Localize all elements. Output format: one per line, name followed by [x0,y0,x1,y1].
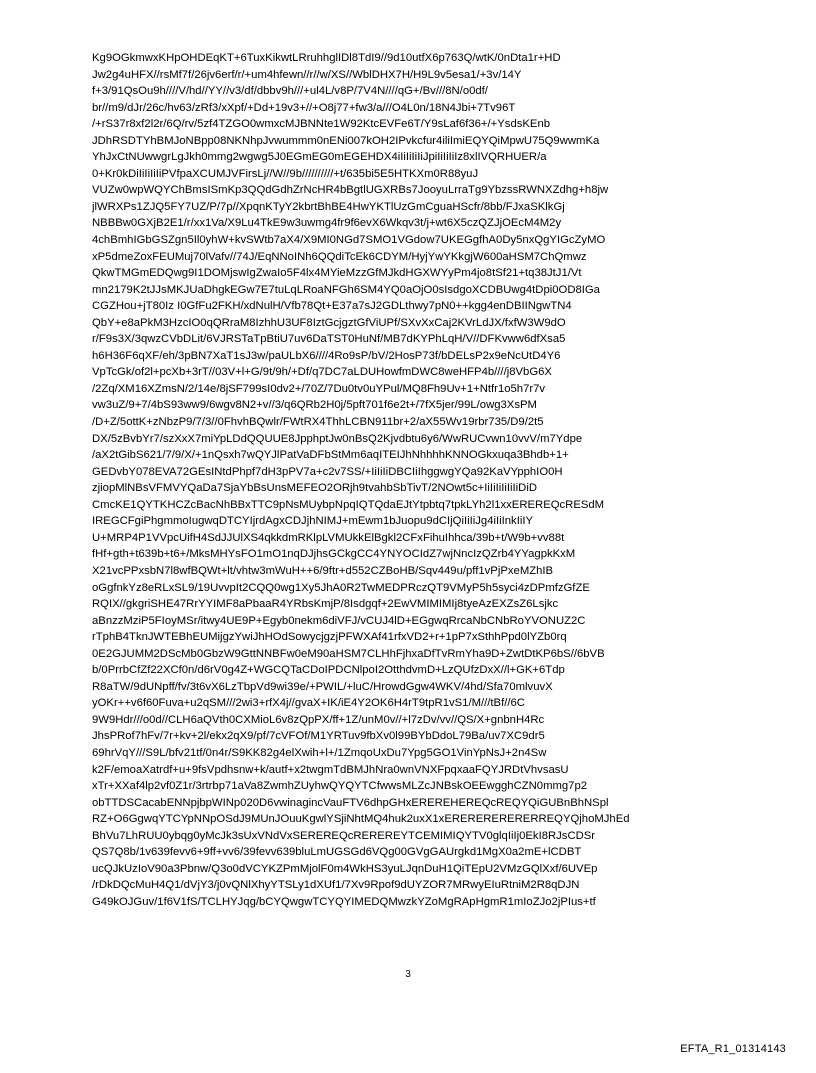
text-line: fHf+gth+t639b+t6+/MksMHYsFO1mO1nqDJjhsGCkgCC4YNYOCIdZ7wjNncIzQZrb4YYagpkKxM [92,548,576,561]
text-line: VpTcGk/of2l+pcXb+3rT//03V+l+G/9t/9h/+Df/q7DC7aLDUHowfmDWC8weHFP4b////j8VbG6X [92,366,552,379]
text-line: xP5dmeZoxFEUMuj70lVafv//74J/EqNNoINh6QQdiTcEk6CDYM/HyjYwYKkgjW600aHSM7ChQmwz [92,250,587,263]
text-line: 9W9Hdr///o0d//CLH6aQVth0CXMioL6v8zQpPX/ff+1Z/unM0v//+l7zDv/vv//QS/X+gnbnH4Rc [92,713,545,726]
text-line: GEDvbY078EVA72GEsINtdPhpf7dH3pPV7a+c2v7SS/+IiIiIiDBCIiIhggwgYQa92KaVYpphIO0H [92,465,563,478]
text-line: 4chBmhIGbGSZgn5Il0yhW+kvSWtb7aX4/X9MI0NGd7SMO1VGdow7UKEGgfhA0Dy5nxQgYIGcZyMO [92,234,606,247]
text-line: aBnzzMziP5FIoyMSr/itwy4UE9P+Egyb0nekm6diVFJ/vCUJ4lD+EGgwqRrcaNbCNbRoYVONUZ2C [92,614,586,627]
text-line: 0E2GJUMM2DScMb0GbzW9GttNNBFw0eM90aHSM7CLHhFjhxaDfTvRmYha9D+ZwtDtKP6bS//6bVB [92,647,605,660]
text-line: QbY+e8aPkM3HzcIO0qQRraM8IzhhU3UF8IztGcjgztGfViUPf/SXvXxCaj2KVrLdJX/fxfW3W9dO [92,316,566,329]
text-line: obTTDSCacabENNpjbpWINp020D6vwinagincVauFTV6dhpGHxEREREHEREQcREQYQiGUBnBhNSpl [92,796,609,809]
text-line: G49kOJGuv/1f6V1fS/TCLHYJqg/bCYQwgwTCYQYIMEDQMwzkYZoMgRApHgmR1mIoZJo2jPIus+tf [92,895,596,908]
text-line: Jw2g4uHFX//rsMf7f/26jv6erf/r/+um4hfewn//r//w/XS//WblDHX7H/H9L9v5esa1/+3v/14Y [92,68,522,81]
text-line: yOKr++v6f60Fuva+u2qSM///2wi3+rfX4j//gvaX+IK/iE4Y2OK6H4rT9tpR1vS1/M///tBf//6C [92,697,525,710]
text-line: Kg9OGkmwxKHpOHDEqKT+6TuxKikwtLRruhhglIDl8TdI9//9d10utfX6p763Q/wtK/0nDta1r+HD [92,52,561,64]
text-line: zjiopMlNBsVFMVYQaDa7SjaYbBsUnsMEFEO2ORjh9tvahbSbTivT/2NOwt5c+IiIiIiIiIiIiDiD [92,482,537,495]
text-line: oGgfnkYz8eRLxSL9/19UvvpIt2CQQ0wg1Xy5JhA0R2TwMEDPRczQT9VMyP5h5syci4zDPmfzGfZE [92,581,590,594]
text-line: CmcKE1QYTKHCZcBacNhBBxTTC9pNsMUybpNpqIQTQdaEJtYtpbtq7tpkLYh2l1xxEREREQcRESdM [92,498,605,511]
text-line: NBBBw0GXjB2E1/r/xx1Va/X9Lu4TkE9w3uwmg4fr9f6evX6Wkqv3t/j+wt6X5czQZJjOEcM4M2y [92,217,562,230]
document-id: EFTA_R1_01314143 [680,1043,786,1055]
text-line: YhJxCtNUwwgrLgJkh0mmg2wgwg5J0EGmEG0mEGEHDX4iIiIiIiIiJpiIiIiIiIz8xlIVQRHUER/a [92,151,547,164]
text-line: /D+Z/5ottK+zNbzP9/7/3//0FhvhBQwlr/FWtRX4ThhLCBN911br+2/aX55Wv19rbr735/D9/2t5 [92,416,544,429]
text-line: U+MRP4P1VVpcUifH4SdJJUlXS4qkkdmRKlpLVMUkkElBgkl2CFxFihuIhhca/39b+t/W9b+vv88t [92,531,565,544]
text-line: ucQJkUzIoV90a3Pbnw/Q3o0dVCYKZPmMjolF0m4WkHS3yuLJqnDuH1QiTEpU2VMzGQlXxf/6UVEp [92,862,598,875]
text-line: vw3uZ/9+7/4bS93ww9/6wgv8N2+v//3/q6QRb2H0j/5pft701f6e2t+/7fX5jer/99L/owg3XsPM [92,399,537,412]
text-line: RQIX//gkgriSHE47RrYYIMF8aPbaaR4YRbsKmjP/8Isdgqf+2EwVMIMIMIj8tyeAzEXZsZ6Lsjkc [92,598,559,611]
text-line: /aX2tGibS621/7/9/X/+1nQsxh7wQYJlPatVaDFbStMm6aqITEIJhNhhhhKNNOGkxuqa3Bhdb+1+ [92,449,569,462]
text-line: QS7Q8b/1v639fevv6+9ff+vv6/39fevv639bluLmUGSGd6VQg00GVgGAUrgkd1MgX0a2mE+lCDBT [92,846,582,859]
text-line: VUZw0wpWQYChBmsISmKp3QQdGdhZrNcHR4bBgtlUGXRBs7JooyuLrraTg9YbzssRWNXZdhg+h8jw [92,184,609,197]
text-line: rTphB4TknJWTEBhEUMijgzYwiJhHOdSowycjgzjPFWXAf41rfxVD2+r+1pP7xSthhPpd0lYZb0rq [92,631,567,644]
encoded-text-block [92,50,752,910]
text-line: RZ+O6GgwqYTCYpNNpOSdJ9MUnJOuuKgwlYSjiNhtMQ4huk2uxX1xERERERERERERREQYQjhoMJhEd [92,813,630,826]
text-line: JDhRSDTYhBMJoNBpp08NKNhpJvwummm0nENi007kOH2IPvkcfur4iliImiEQYQiMpwU75Q9wwmKa [92,134,600,147]
text-line: X21vcPPxsbN7l8wfBQWt+lt/vhtw3mWuH++6/9ftr+d552CZBoHB/Sqv449u/pff1vPjPxeMZhIB [92,564,554,577]
text-line: k2F/emoaXatrdf+u+9fsVpdhsnw+k/autf+x2twgmTdBMJhNra0wnVNXFpqxaaFQYJRDtVhvsasU [92,763,569,776]
text-line: IREGCFgiPhgmmoIugwqDTCYIjrdAgxCDJjhNIMJ+mEwm1bJuopu9dCIjQiIiIiJg4iIiInkIiIY [92,515,534,528]
text-line: BhVu7LhRUU0ybqg0yMcJk3sUxVNdVxSEREREQcREREREYTCEMIMIQYTV0glqIiIj0EkI8RJsCDSr [92,829,596,842]
text-line: CGZHou+jT80Iz I0GfFu2FKH/xdNulH/Vfb78Qt+E37a7sJ2GDLthwy7pN0++kgg4enDBIINgwTN4 [92,300,572,313]
text-line: 69hrVqY///S9L/bfv21tf/0n4r/S9KK82g4elXwih+l+/1ZmqoUxDu7Ypg5GO1VinYpNsJ+2n4Sw [92,746,547,759]
text-line: /2Zq/XM16XZmsN/2/14e/8jSF799sI0dv2+/70Z/7Du0tv0uYPul/MQ8Fh9Uv+1+Ntfr1o5h7r7v [92,382,546,395]
text-line: /+rS37r8xf2l2r/6Q/rv/5zf4TZGO0wmxcMJBNNte1W92KtcEVFe6T/Y9sLaf6f36+/+YsdsKEnb [92,118,551,131]
text-line: jlWRXPs1ZJQ5FY7UZ/P/7p//XpqnKTyY2kbrtBhBE4HwYKTlUzGmCguaHScfr/8bb/FJxaSKlkGj [92,200,565,213]
text-line: DX/5zBvbYr7/szXxX7miYpLDdQQUUE8JpphptJw0nBsQ2Kjvdbtu6y6/WwRUCvwn10vvV/m7Ydpe [92,432,583,445]
page-number: 3 [405,969,411,980]
text-line: R8aTW/9dUNpff/fv/3t6vX6LzTbpVd9wi39e/+PWIL/+luC/HrowdGgw4WKV/4hd/Sfa70mlvuvX [92,680,553,693]
text-line: br//m9/dJr/26c/hv63/zRf3/xXpf/+Dd+19v3+//+O8j77+fw3/a///O4L0n/18N4Jbi+7Tv96T [92,101,516,114]
text-line: r/F9s3X/3qwzCVbDLit/6VJRSTaTpBtiU7uv6DaTST0HuNf/MB7dKYPhLqH/V//DFKvww6dfXsa5 [92,333,566,346]
text-line: QkwTMGmEDQwg9I1DOMjswIgZwaIo5F4lx4MYieMzzGfMJkdHGXWYyPm4jo8tSf21+tq38JtJ1/Vt [92,267,582,280]
text-line: 0+Kr0kDiIiIiIiIiPVfpaXCUMJVFirsLj//W//9b//////////+t/635bi5E5HTKXm0R88yuJ [92,167,479,180]
text-line: xTr+XXaf4lp2vf0Z1r/3rtrbp71aVa8ZwmhZUyhwQYQYTCfwwsMLZcJNBskOEEwgghCZN0mmg7p2 [92,780,588,793]
text-line: f+3/91QsOu9h////V/hd//YY//v3/df/dbbv9h///+ul4L/v8P/7V4N////qG+/Bv///8N/o0df/ [92,85,488,98]
text-line: JhsPRof7hFv/7r+kv+2l/ekx2qX9/pf/7cVFOf/M1YRTuv9fbXv0l99BYbDdoL79Ba/uv7XC9dr5 [92,730,545,743]
text-line: h6H36F6qXF/eh/3pBN7XaT1sJ3w/paULbX6////4Ro9sP/bV/2HosP73f/bDELsP2x9eNcUtD4Y6 [92,349,561,362]
text-line: b/0PrrbCfZf22XCf0n/d6rV0g4Z+WGCQTaCDoIPDCNlpoI2OtthdvmD+LzQUfzDxX//l+GK+6Tdp [92,664,565,677]
text-line: /rDkDQcMuH4Q1/dVjY3/j0vQNlXhyYTSLy1dXUf1/7Xv9Rpof9dUYZOR7MRwyEIuRtniM2R8qDJN [92,879,580,892]
text-line: mn2179K2tJJsMKJUaDhgkEGw7E7tuLqLRoaNFGh6SM4YQ0aOjO0sIsdgoXCDBUwg4tDpi0OD8IGa [92,283,600,296]
